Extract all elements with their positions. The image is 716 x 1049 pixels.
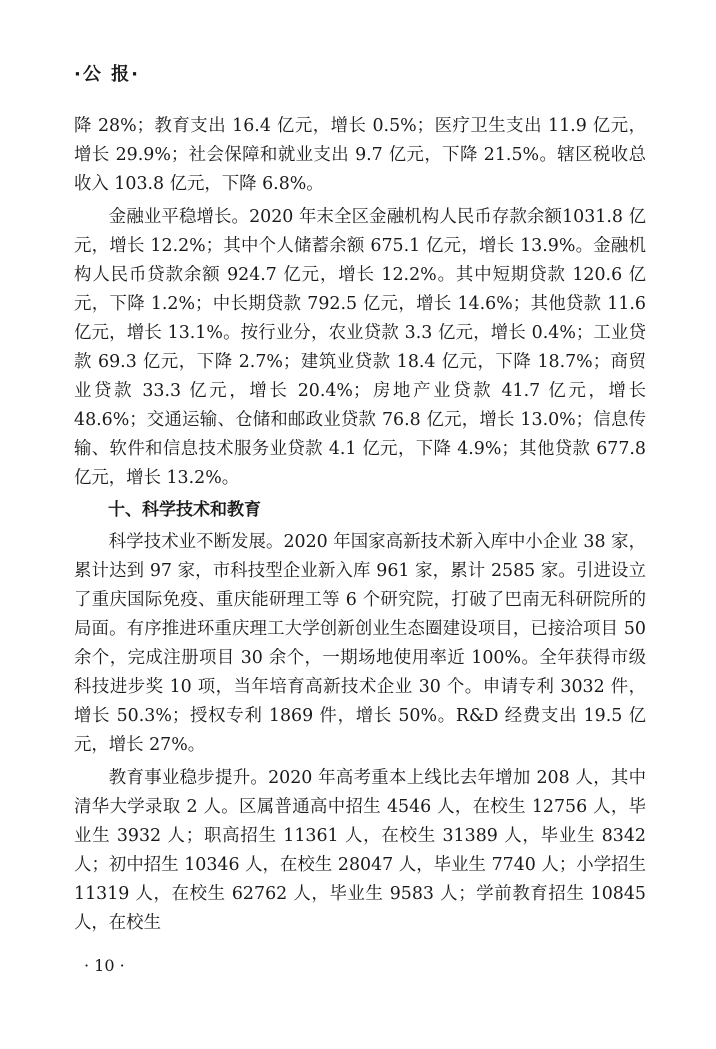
finance-continuation-paragraph: 降 28%；教育支出 16.4 亿元，增长 0.5%；医疗卫生支出 11.9 亿元，增长 29.9%；社会保障和就业支出 9.7 亿元，下降 21.5%。辖区税收总收入 103.8 亿元，下降 6.8%。	[74, 116, 646, 194]
science-paragraph: 科学技术业不断发展。2020 年国家高新技术新入库中小企业 38 家，累计达到 97 家，市科技型企业新入库 961 家，累计 2585 家。引进设立了重庆国际免疫、重庆能研理工等 6 个研究院，打破了巴南无科研院所的局面。有序推进环重庆理工大学创新创业生态圈建设项目，已接洽项目 50 余个，完成注册项目 30 余个，一期场地使用率近 100%。全年获得市级科技进步奖 10 项，当年培育高新技术企业 30 个。申请专利 3032 件，增长 50.3%；授权专利 1869 件，增长 50%。R&D 经费支出 19.5 亿元，增长 27%。	[74, 532, 646, 755]
finance-paragraph: 金融业平稳增长。2020 年末全区金融机构人民币存款余额1031.8 亿元，增长 12.2%；其中个人储蓄余额 675.1 亿元，增长 13.9%。金融机构人民币贷款余额 924.7 亿元，增长 12.2%。其中短期贷款 120.6 亿元，下降 1.2%；中长期贷款 792.5 亿元，增长 14.6%；其他贷款 11.6 亿元，增长 13.1%。按行业分，农业贷款 3.3 亿元，增长 0.4%；工业贷款 69.3 亿元，下降 2.7%；建筑业贷款 18.4 亿元，下降 18.7%；商贸业贷款 33.3 亿元，增长 20.4%；房地产业贷款 41.7 亿元，增长 48.6%；交通运输、仓储和邮政业贷款 76.8 亿元，增长 13.0%；信息传输、软件和信息技术服务业贷款 4.1 亿元，下降 4.9%；其他贷款 677.8 亿元，增长 13.2%。	[74, 207, 646, 488]
education-paragraph: 教育事业稳步提升。2020 年高考重本上线比去年增加 208 人，其中清华大学录取 2 人。区属普通高中招生 4546 人，在校生 12756 人，毕业生 3932 人；职高招生 11361 人，在校生 31389 人，毕业生 8342 人；初中招生 10346 人，在校生 28047 人，毕业生 7740 人；小学招生 11319 人，在校生 62762 人，毕业生 9583 人；学前教育招生 10845 人，在校生	[74, 768, 646, 933]
body-text	[74, 112, 646, 938]
section-heading: 十、科学技术和教育	[108, 500, 261, 520]
journal-section-header: ·公 报·	[74, 64, 140, 85]
page-number: · 10 ·	[84, 956, 125, 975]
